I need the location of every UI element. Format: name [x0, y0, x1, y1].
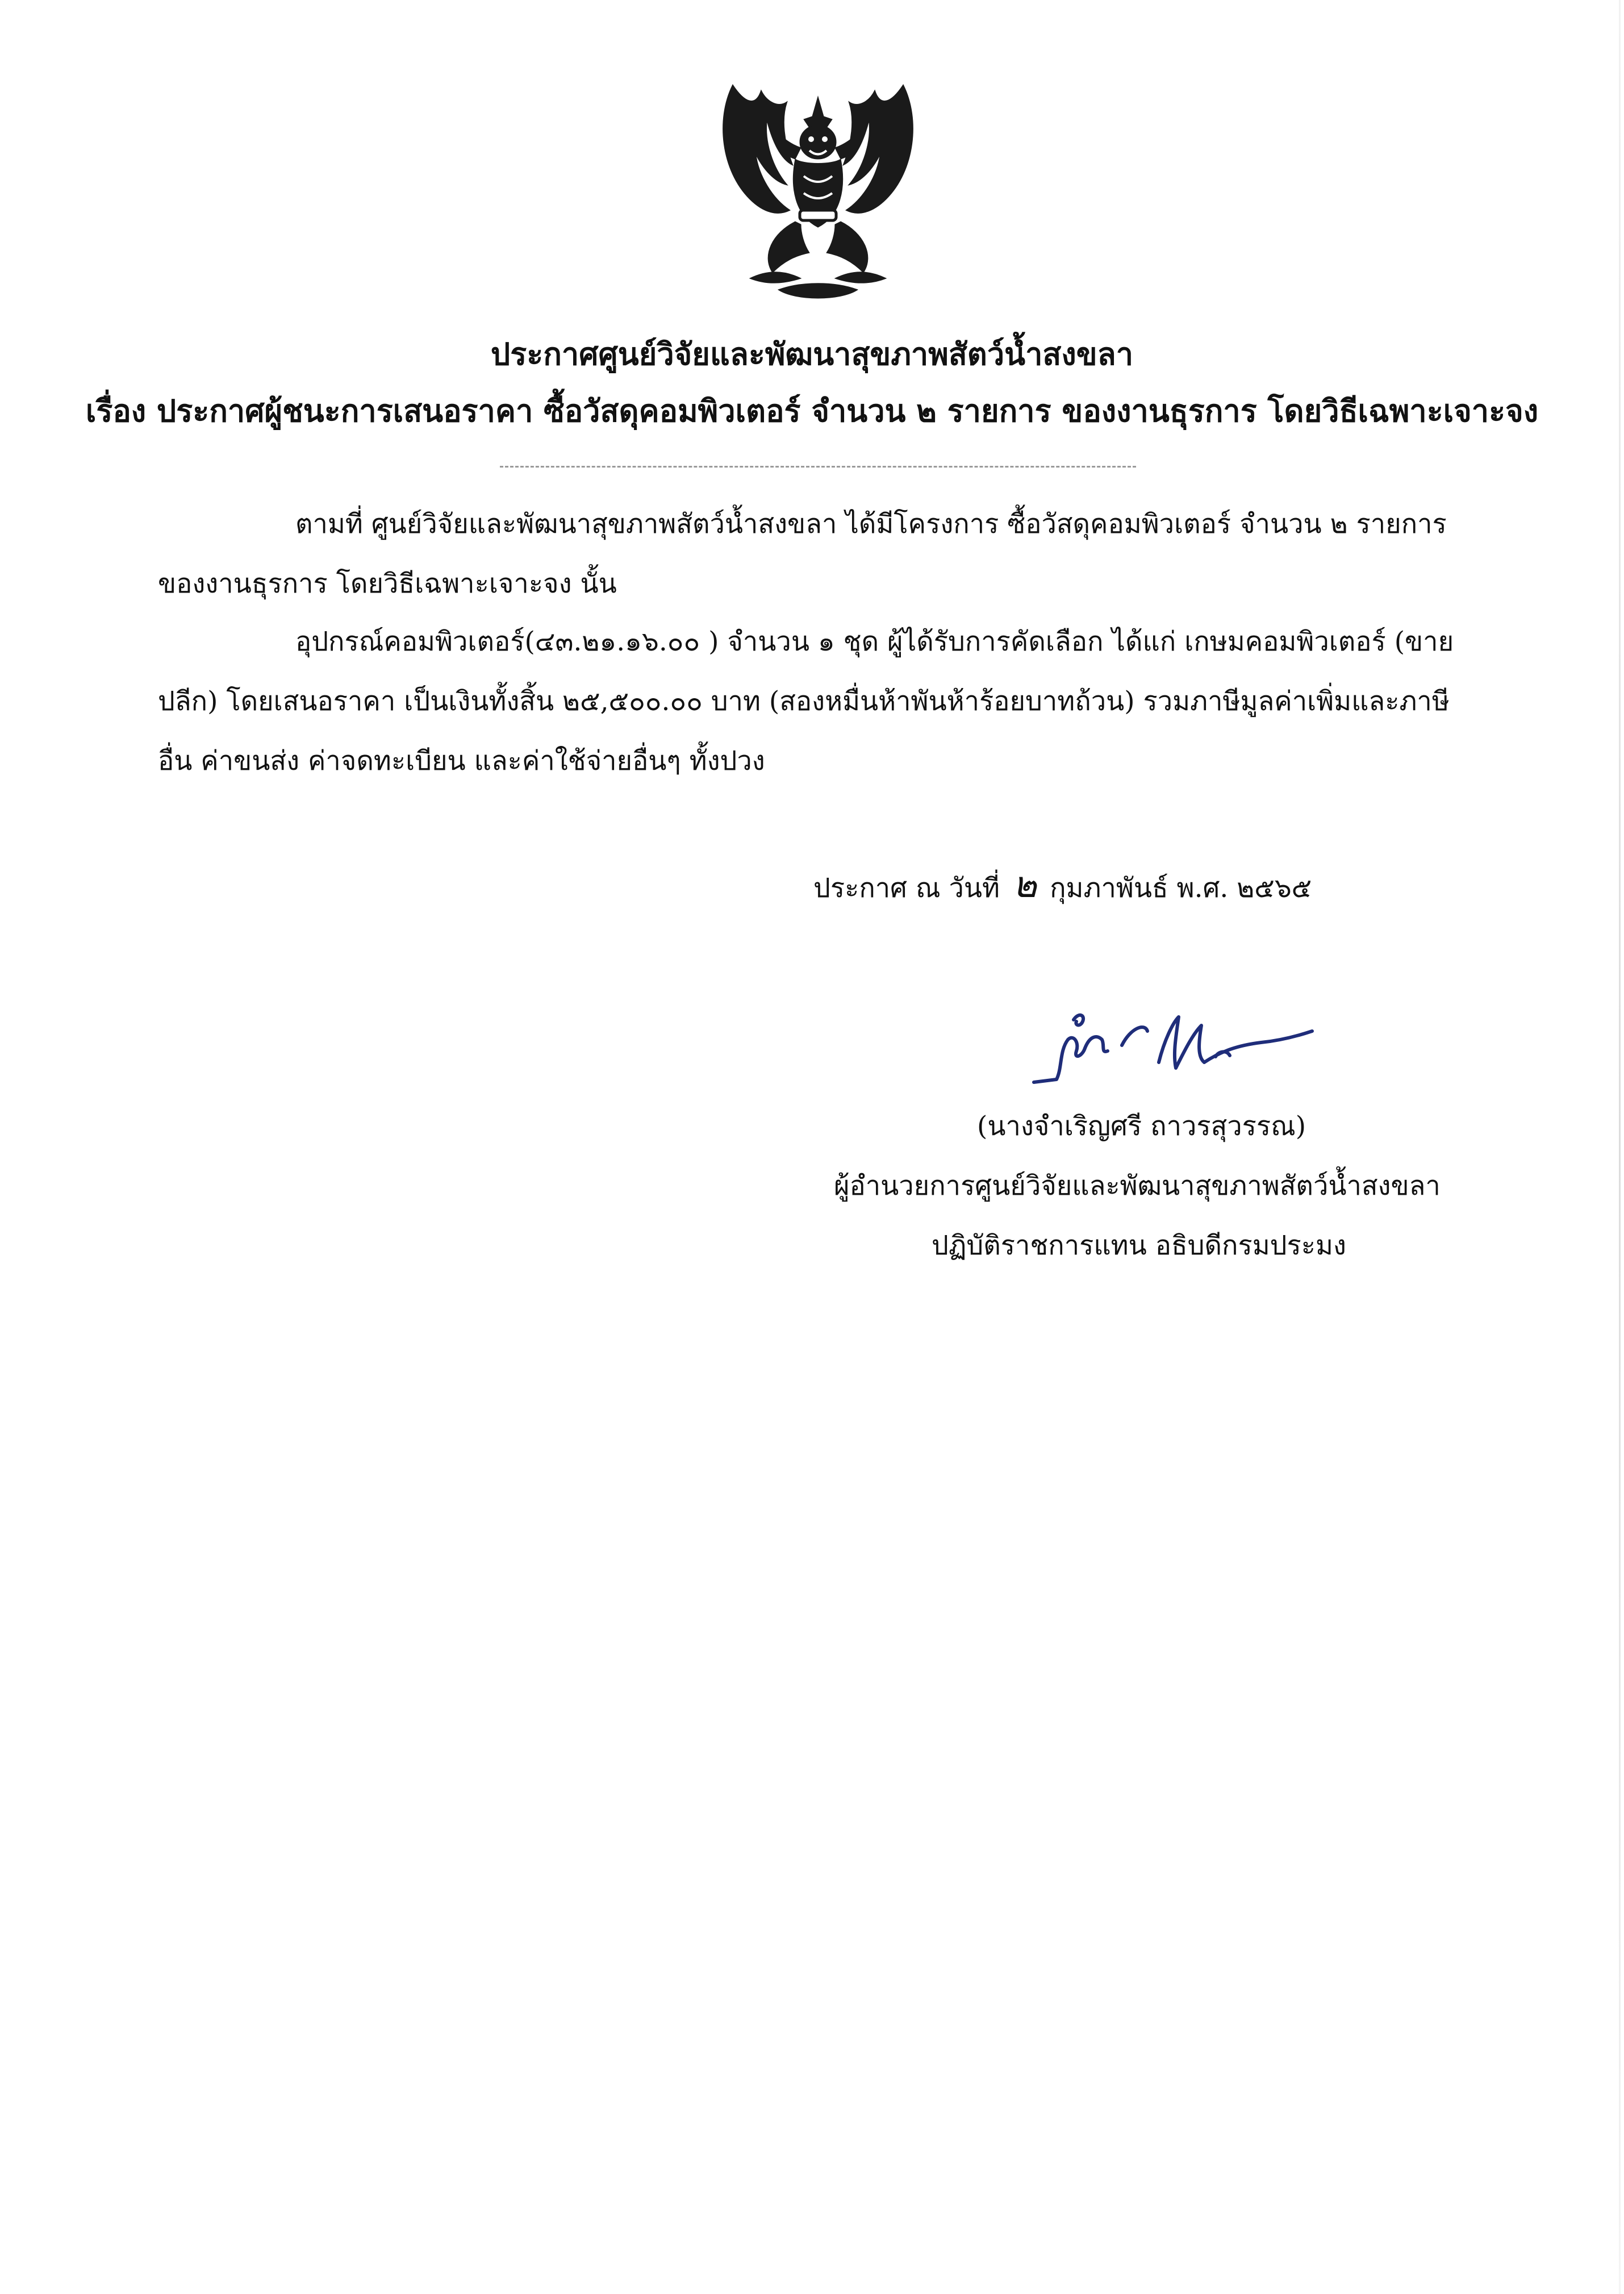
garuda-emblem-icon [710, 74, 926, 318]
paragraph-2-line-3: อื่น ค่าขนส่ง ค่าจดทะเบียน และค่าใช้จ่ายอื่นๆ ทั้งปวง [158, 745, 765, 777]
signatory-acting-for: ปฏิบัติราชการแทน อธิบดีกรมประมง [932, 1230, 1346, 1261]
handwritten-signature-icon [1022, 966, 1341, 1096]
date-prefix: ประกาศ ณ วันที่ [813, 873, 1000, 904]
signatory-name: (นางจำเริญศรี ถาวรสุวรรณ) [977, 1111, 1306, 1142]
signatory-position: ผู้อำนวยการศูนย์วิจัยและพัฒนาสุขภาพสัตว์น้ำสงขลา [834, 1170, 1441, 1202]
date-month-year: กุมภาพันธ์ พ.ศ. ๒๕๖๕ [1050, 873, 1312, 904]
paragraph-2-line-1: อุปกรณ์คอมพิวเตอร์(๔๓.๒๑.๑๖.๐๐ ) จำนวน ๑ ชุด ผู้ได้รับการคัดเลือก ได้แก่ เกษมคอมพิวเตอร์ (ขาย [295, 626, 1454, 657]
date-day: ๒ [1012, 864, 1037, 906]
dashed-divider [500, 466, 1136, 468]
paragraph-1-line-1: ตามที่ ศูนย์วิจัยและพัฒนาสุขภาพสัตว์น้ำสงขลา ได้มีโครงการ ซื้อวัสดุคอมพิวเตอร์ จำนวน ๒ รายการ [295, 508, 1447, 540]
announcement-title: ประกาศศูนย์วิจัยและพัฒนาสุขภาพสัตว์น้ำสงขลา [490, 336, 1134, 372]
announcement-subject: เรื่อง ประกาศผู้ชนะการเสนอราคา ซื้อวัสดุคอมพิวเตอร์ จำนวน ๒ รายการ ของงานธุรการ โดยวิธีเฉพาะเจาะจง [85, 393, 1539, 429]
paragraph-2-line-2: ปลีก) โดยเสนอราคา เป็นเงินทั้งสิ้น ๒๕,๕๐๐.๐๐ บาท (สองหมื่นห้าพันห้าร้อยบาทถ้วน) รวมภาษีมูลค่าเพิ่มและภาษี [158, 686, 1450, 717]
paragraph-1-line-2: ของงานธุรการ โดยวิธีเฉพาะเจาะจง นั้น [158, 568, 617, 599]
announcement-date [813, 864, 1312, 907]
